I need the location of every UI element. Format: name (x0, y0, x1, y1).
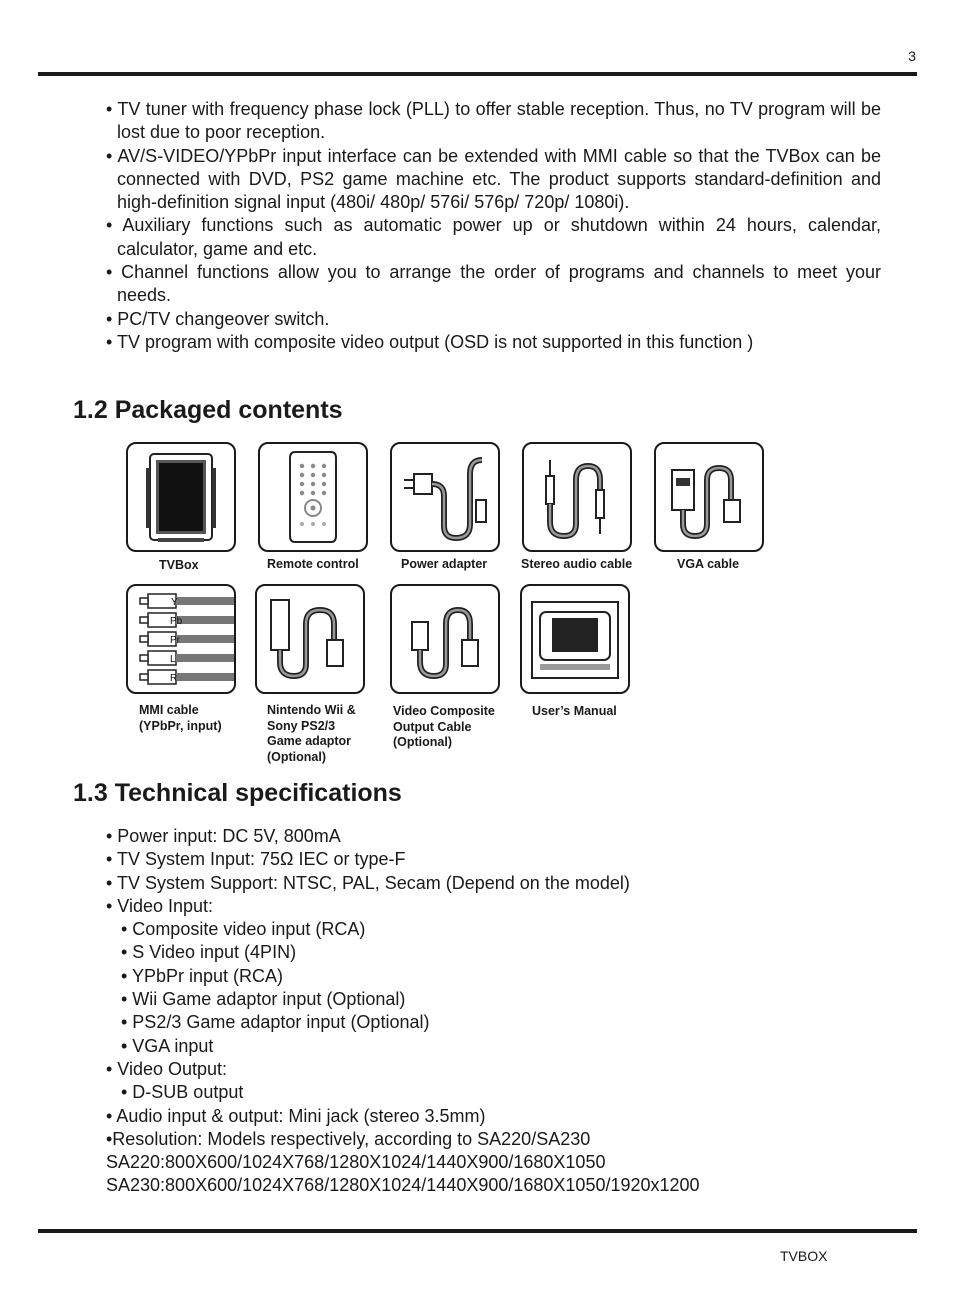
footer-rule (38, 1229, 917, 1233)
spec-subitem: • Composite video input (RCA) (121, 919, 366, 940)
spec-item: • Video Input: (106, 895, 214, 916)
content-label-tvbox: TVBox (159, 558, 199, 572)
spec-subitem: • YPbPr input (RCA) (121, 965, 284, 986)
feature-item: • AV/S-VIDEO/YPbPr input interface can be extended with MMI cable so that the TVBox can be connected with DVD, PS2 game machine etc. The product supports standard-definition and high-definition signal input (480i/ 480p/ 576i/ 576p/ 720p/ 1080i). (106, 145, 881, 213)
video-composite-cable-icon (390, 584, 500, 694)
feature-item: • PC/TV changeover switch. (106, 308, 330, 329)
spec-subitem: • S Video input (4PIN) (121, 942, 297, 963)
spec-item: • TV System Support: NTSC, PAL, Secam (Depend on the model) (106, 872, 630, 893)
mmi-connector-label: L (170, 654, 176, 665)
content-label-stereo-audio-cable: Stereo audio cable (521, 557, 633, 571)
feature-item: • TV tuner with frequency phase lock (PLL) to offer stable reception. Thus, no TV program will be lost due to poor reception. (106, 99, 881, 143)
section-heading-packaged-contents: 1.2 Packaged contents (73, 396, 343, 424)
content-label-vga-cable: VGA cable (677, 557, 740, 571)
spec-subitem: • VGA input (121, 1035, 214, 1056)
page-number: 3 (908, 48, 916, 64)
game-adaptor-icon (255, 584, 365, 694)
vga-cable-icon (654, 442, 764, 552)
spec-item: • Audio input & output: Mini jack (stereo 3.5mm) (106, 1105, 486, 1126)
feature-item: • Auxiliary functions such as automatic power up or shutdown within 24 hours, calendar, calculator, game and etc. (106, 215, 881, 259)
content-label-power-adapter: Power adapter (401, 557, 488, 571)
spec-list (106, 825, 700, 1198)
spec-subitem: • Wii Game adaptor input (Optional) (121, 989, 406, 1010)
power-adapter-icon (390, 442, 500, 552)
tvbox-icon (126, 442, 236, 552)
spec-item: SA220:800X600/1024X768/1280X1024/1440X900/1680X1050 (106, 1152, 606, 1173)
users-manual-icon (520, 584, 630, 694)
content-label-video-composite-cable: Video Composite Output Cable (Optional) (393, 704, 495, 749)
spec-item: • TV System Input: 75Ω IEC or type-F (106, 849, 406, 870)
mmi-connector-label: Y (171, 597, 178, 608)
mmi-connector-label: R (170, 673, 178, 684)
spec-item: SA230:800X600/1024X768/1280X1024/1440X900/1680X1050/1920x1200 (106, 1175, 700, 1196)
mmi-connector-label: Pr (170, 635, 180, 646)
spec-item: • Power input: DC 5V, 800mA (106, 826, 341, 846)
section-heading-technical-specifications: 1.3 Technical specifications (73, 779, 402, 807)
content-label-users-manual: User’s Manual (532, 704, 617, 718)
content-label-mmi-cable: MMI cable (YPbPr, input) (139, 703, 222, 733)
remote-control-icon (258, 442, 368, 552)
feature-list (106, 98, 881, 354)
feature-item: • TV program with composite video output (OSD is not supported in this function ) (106, 331, 754, 352)
spec-subitem: • PS2/3 Game adaptor input (Optional) (121, 1012, 430, 1033)
spec-item: • Video Output: (106, 1058, 228, 1079)
mmi-cable-icon (126, 584, 236, 694)
mmi-connector-label: Pb (170, 616, 183, 627)
feature-item: • Channel functions allow you to arrange the order of programs and channels to meet your needs. (106, 262, 881, 306)
content-label-remote-control: Remote control (267, 557, 359, 571)
stereo-audio-cable-icon (522, 442, 632, 552)
header-rule (38, 72, 917, 76)
footer-label: TVBOX (780, 1248, 828, 1264)
spec-item: •Resolution: Models respectively, according to SA220/SA230 (106, 1128, 591, 1149)
content-label-game-adaptor: Nintendo Wii & Sony PS2/3 Game adaptor (Optional) (267, 703, 356, 764)
spec-subitem: • D-SUB output (121, 1082, 244, 1103)
